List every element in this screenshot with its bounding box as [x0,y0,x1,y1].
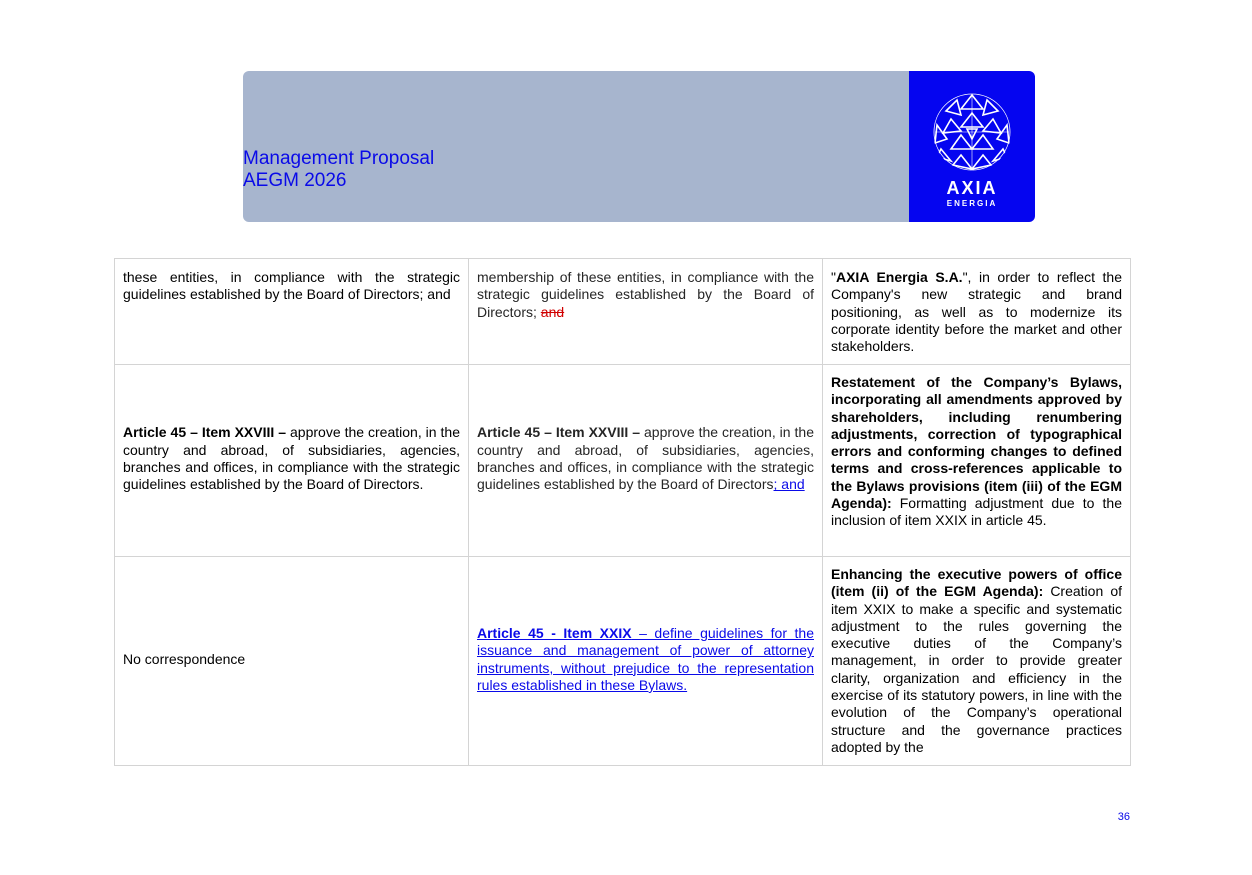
current-text-cell [115,365,469,557]
justification-heading: Enhancing the executive powers of office (item (ii) of the EGM Agenda): [831,566,1122,600]
cell-text: these entities, in compliance with the strategic guidelines established by the Board of Directors; and [123,269,460,303]
justification-clip [831,566,1122,758]
cell-text: ", in order to reflect the Company's new strategic and brand positioning, as well as to modernize its corporate identity before the market and other stakeholders. [831,269,1122,355]
title-line-2: AEGM 2026 [243,170,347,191]
proposed-text-cell [469,365,823,557]
deleted-text: and [540,303,565,320]
article-heading: Article 45 – Item XXVIII – [477,424,641,441]
logo-subtitle: ENERGIA [946,199,998,208]
cell-text: " [831,269,836,285]
proposed-text-cell [469,259,823,365]
table-row [115,259,1131,365]
justification-cell [823,259,1131,365]
cell-text: membership of these entities, in compliance with the strategic guidelines established by the Board of Directors; [477,269,814,320]
cell-text: approve the creation, in the country and abroad, of subsidiaries, agencies, branches and offices, in compliance with the strategic guidelines established by the Board of Directors. [123,424,461,493]
cell-text: No correspondence [123,650,246,667]
table-row [115,557,1131,766]
logo-name: AXIA [946,178,998,198]
article-heading: Article 45 – Item XXVIII – [123,424,287,441]
proposed-text-cell [469,557,823,766]
inserted-article-heading: Article 45 - Item XXIX [477,624,632,641]
current-text-cell [115,259,469,365]
globe-icon [931,91,1013,173]
cell-text: approve the creation, in the country and abroad, of subsidiaries, agencies, branches and offices, in compliance with the strategic guidelines established by the Board of Directors [477,424,815,493]
comparison-table [114,258,1131,766]
justification-cell [823,557,1131,766]
title-line-1: Management Proposal [243,148,435,169]
justification-cell [823,365,1131,557]
header-banner [243,71,909,222]
page-number: 36 [1117,811,1130,823]
justification-heading: Restatement of the Company’s Bylaws, incorporating all amendments approved by shareholders, including renumbering adjustments, correction of typographical errors and conforming changes to defined terms and cross-references applicable to the Bylaws provisions (item (iii) of the EGM Agenda): [831,374,1122,512]
inserted-text: ; and [773,476,805,493]
document-title [243,148,643,192]
company-name: AXIA Energia S.A. [835,269,963,285]
inserted-text: – define guidelines for the issuance and management of power of attorney instruments, without prejudice to the representation rules established in these Bylaws. [477,624,814,693]
axia-logo [909,71,1035,222]
table-row [115,365,1131,557]
cell-text: Formatting adjustment due to the inclusion of item XXIX in article 45. [831,495,1122,529]
current-text-cell [115,557,469,766]
cell-text: Creation of item XXIX to make a specific and systematic adjustment to the rules governing the executive duties of the Company’s management, in order to provide greater clarity, organization and efficiency in the exercise of its statutory powers, in line with the evolution of the Company’s operational structure and the governance practices adopted by the [831,583,1122,755]
